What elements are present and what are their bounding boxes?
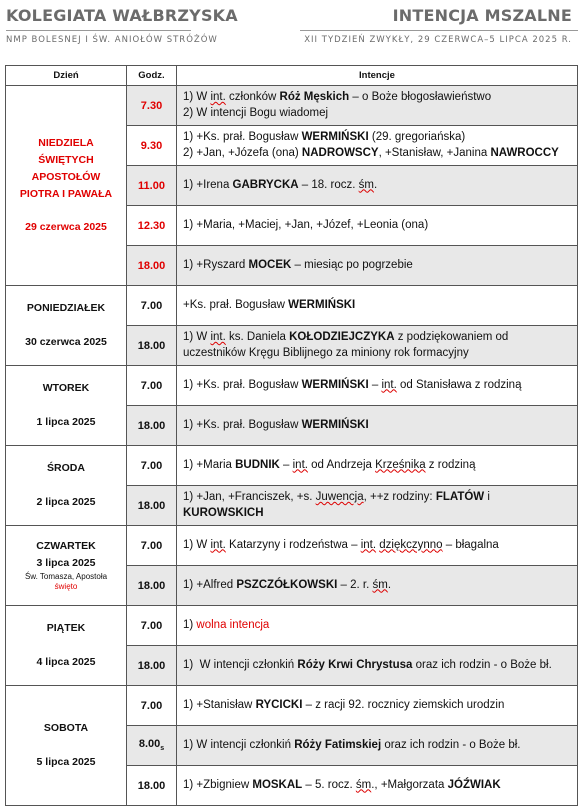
mass-time: 11.00 [127, 166, 177, 206]
intention-text: 1) W int. członków Róż Męskich – o Boże błogosławieństwo 2) W intencji Bogu wiadomej [177, 86, 578, 126]
intention-text: 1) +Maria BUDNIK – int. od Andrzeja Krześnika z rodziną [177, 446, 578, 486]
intention-text: +Ks. prał. Bogusław WERMIŃSKI [177, 286, 578, 326]
day-date: 29 czerwca 2025 [25, 221, 107, 234]
table-row [6, 286, 578, 326]
day-name [6, 737, 126, 754]
intention-text: 1) +Zbigniew MOSKAL – 5. rocz. śm., +Małgorzata JÓŹWIAK [177, 766, 578, 806]
mass-time: 9.30 [127, 126, 177, 166]
mass-time: 18.00 [127, 766, 177, 806]
day-cell [6, 606, 127, 686]
day-cell [6, 286, 127, 366]
feast-name: Św. Tomasza, Apostoła [24, 571, 108, 581]
intention-text: 1) +Ks. prał. Bogusław WERMIŃSKI – int. od Stanisława z rodziną [177, 366, 578, 406]
intention-text: 1) +Stanisław RYCICKI – z racji 92. rocznicy ziemskich urodzin [177, 686, 578, 726]
cropped-footer-text [230, 805, 480, 812]
table-row [6, 446, 578, 486]
day-date: 1 lipca 2025 [36, 415, 96, 428]
table-header-row [6, 66, 578, 86]
parish-subtitle: NMP BOLESNEJ I ŚW. ANIOŁÓW STRÓŻÓW [6, 35, 218, 45]
day-name: NIEDZIELA [38, 137, 94, 150]
document-title: INTENCJA MSZALNE [392, 6, 572, 25]
intention-text: 1) +Ks. prał. Bogusław WERMIŃSKI (29. gregoriańska) 2) +Jan, +Józefa (ona) NADROWSCY, +Stanisław, +Janina NAWROCCY [177, 126, 578, 166]
mass-time: 18.00 [127, 566, 177, 606]
parish-title: KOLEGIATA WAŁBRZYSKA [6, 6, 238, 25]
day-name: ŚWIĘTYCH APOSTOŁÓW [31, 153, 101, 183]
day-cell [6, 366, 127, 446]
mass-time: 7.00 [127, 446, 177, 486]
day-name [6, 317, 126, 334]
table-row [6, 366, 578, 406]
day-name: SOBOTA [43, 722, 89, 735]
column-header-time: Godz. [127, 66, 177, 86]
table-row [6, 526, 578, 566]
day-date: 5 lipca 2025 [36, 755, 96, 768]
column-header-day: Dzień [6, 66, 127, 86]
intention-text: 1) W int. ks. Daniela KOŁODZIEJCZYKA z podziękowaniem od uczestników Kręgu Biblijnego za miniony rok formacyjny [177, 326, 578, 366]
page-header [0, 0, 584, 60]
header-divider-left [6, 30, 191, 31]
day-name: ŚRODA [47, 462, 85, 475]
day-name: CZWARTEK [36, 540, 96, 553]
day-name: PIOTRA I PAWAŁA [19, 187, 113, 200]
intention-text: 1) W intencji członkiń Róży Fatimskiej oraz ich rodzin - o Boże bł. [177, 726, 578, 766]
table-row [6, 606, 578, 646]
table-row [6, 86, 578, 126]
day-name: PIĄTEK [46, 622, 86, 635]
mass-time: 18.00 [127, 646, 177, 686]
mass-time: 7.00 [127, 286, 177, 326]
intention-text: 1) W intencji członkiń Róży Krwi Chrystusa oraz ich rodzin - o Boże bł. [177, 646, 578, 686]
feast-rank: święto [54, 582, 78, 592]
mass-intentions-table [5, 65, 578, 806]
day-cell [6, 446, 127, 526]
intention-text: 1) +Ks. prał. Bogusław WERMIŃSKI [177, 406, 578, 446]
mass-time: 18.00 [127, 246, 177, 286]
mass-time: 18.00 [127, 326, 177, 366]
intention-text: 1) +Ryszard MOCEK – miesiąc po pogrzebie [177, 246, 578, 286]
day-name [6, 202, 126, 219]
day-cell [6, 526, 127, 606]
week-subtitle: XII TYDZIEŃ ZWYKŁY, 29 CZERWCA–5 LIPCA 2025 R. [304, 35, 572, 45]
day-name [6, 477, 126, 494]
day-date: 2 lipca 2025 [36, 495, 96, 508]
column-header-intentions: Intencje [177, 66, 578, 86]
mass-time: 7.00 [127, 526, 177, 566]
day-name: PONIEDZIAŁEK [26, 302, 106, 315]
intention-text: 1) wolna intencja [177, 606, 578, 646]
intention-text: 1) W int. Katarzyny i rodzeństwa – int. dziękczynno – błagalna [177, 526, 578, 566]
intention-text: 1) +Alfred PSZCZÓŁKOWSKI – 2. r. śm. [177, 566, 578, 606]
intention-text: 1) +Irena GABRYCKA – 18. rocz. śm. [177, 166, 578, 206]
mass-time: $8.00_s$ [127, 726, 177, 766]
day-name [6, 637, 126, 654]
mass-time: 18.00 [127, 406, 177, 446]
table-row [6, 686, 578, 726]
header-divider-right [300, 30, 578, 31]
mass-time: 12.30 [127, 206, 177, 246]
day-date: 3 lipca 2025 [36, 557, 96, 570]
day-name [6, 397, 126, 414]
intention-text: 1) +Jan, +Franciszek, +s. Juwencja, ++z rodziny: FLATÓW i KUROWSKICH [177, 486, 578, 526]
day-date: 30 czerwca 2025 [25, 335, 107, 348]
day-name: WTOREK [42, 382, 90, 395]
intention-text: 1) +Maria, +Maciej, +Jan, +Józef, +Leonia (ona) [177, 206, 578, 246]
day-cell [6, 686, 127, 806]
day-date: 4 lipca 2025 [36, 655, 96, 668]
table-body [6, 86, 578, 806]
mass-time: 7.00 [127, 606, 177, 646]
mass-time: 18.00 [127, 486, 177, 526]
mass-time: 7.00 [127, 686, 177, 726]
mass-time: 7.00 [127, 366, 177, 406]
day-cell [6, 86, 127, 286]
mass-time: 7.30 [127, 86, 177, 126]
